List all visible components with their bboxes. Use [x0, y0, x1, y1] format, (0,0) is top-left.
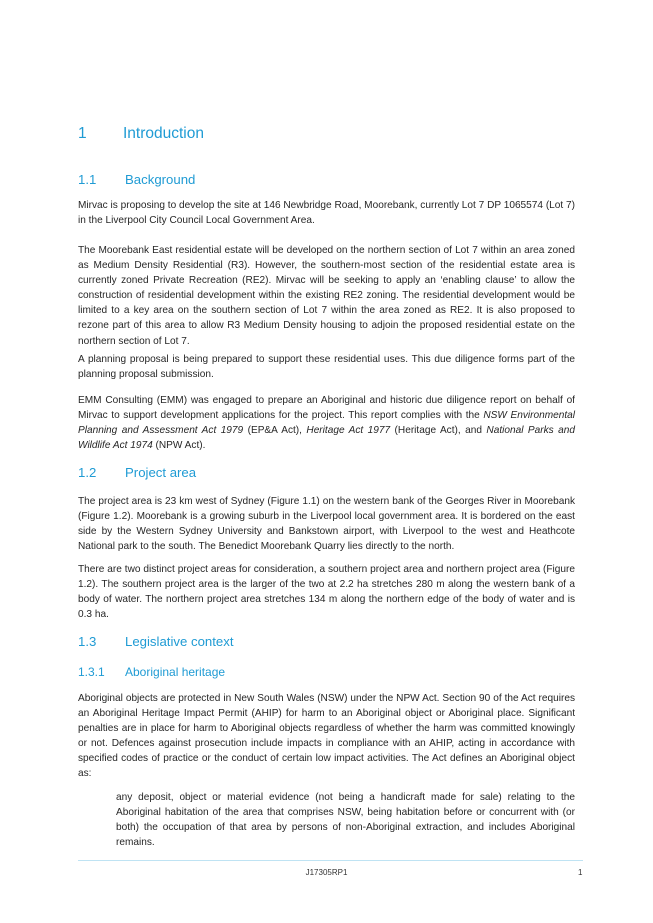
footer-page-number: 1: [578, 868, 583, 877]
act-name: Heritage Act 1977: [306, 425, 391, 437]
section-title: Project area: [125, 465, 197, 480]
paragraph: Mirvac is proposing to develop the site at 146 Newbridge Road, Moorebank, currently Lot 7 DP 1065574 (Lot 7) in the Liverpool City Council Local Government Area.: [78, 200, 575, 227]
paragraph: The Moorebank East residential estate will be developed on the northern section of Lot 7 within an area zoned as Medium Density Residential (R3). However, the southern-most section of the residential estate area is currently zoned Private Recreation (RE2). Mirvac will be seeking to apply an ‘enabling clause’ to allow the construction of residential development within the existing RE2 zoning. The residential development would be limited to a key area on the southern section of Lot 7 within the area zoned as RE2. It is also proposed to rezone part of this area to allow R3 Medium Density housing to adjoin the proposed residential estate on the northern section of Lot 7.: [78, 245, 575, 347]
section-1-heading: [78, 125, 204, 143]
paragraph: Aboriginal objects are protected in New South Wales (NSW) under the NPW Act. Section 90 of the Act requires an Aboriginal Heritage Impact Permit (AHIP) for harm to an Aboriginal object or Aboriginal place. Significant penalties are in place for harm to Aboriginal objects regardless of whether the harm was committed knowingly or not. Defences against prosecution include impacts in compliance with an AHIP, acting in accordance with specified codes of practice or the conduct of certain low impact activities. The Act defines an Aboriginal object as:: [78, 693, 575, 780]
section-number: 1.2: [78, 465, 97, 480]
section-1-3-1-heading: [78, 665, 225, 679]
section-number: 1: [78, 125, 87, 142]
section-title: Introduction: [123, 125, 204, 142]
paragraph-text: (NPW Act).: [152, 440, 206, 452]
paragraph-text: (Heritage Act), and: [390, 425, 487, 437]
paragraph-text: EMM Consulting (EMM) was engaged to prepare an Aboriginal and historic due diligence report on behalf of Mirvac to support development applications for the project. This report complies with the: [78, 395, 575, 422]
section-1-2-heading: [78, 465, 196, 480]
footer-rule: [78, 860, 583, 861]
section-title: Background: [125, 172, 196, 187]
section-title: Aboriginal heritage: [125, 665, 226, 679]
act-name: National Parks and Wildlife Act 1974: [78, 425, 575, 452]
section-1-3-heading: [78, 634, 234, 649]
section-number: 1.1: [78, 172, 97, 187]
section-number: 1.3: [78, 634, 97, 649]
section-1-1-heading: [78, 172, 195, 187]
paragraph: A planning proposal is being prepared to support these residential uses. This due diligence forms part of the planning proposal submission.: [78, 354, 575, 381]
section-title: Legislative context: [125, 634, 234, 649]
section-number: 1.3.1: [78, 665, 105, 679]
paragraph: [78, 393, 575, 453]
block-quote: any deposit, object or material evidence (not being a handicraft made for sale) relating to the Aboriginal habitation of the area that comprises NSW, being habitation before or concurrent with (or both) the occupation of that area by persons of non-Aboriginal extraction, and includes Aboriginal remains.: [116, 792, 575, 849]
footer-doc-code: J17305RP1: [305, 868, 348, 877]
act-name: NSW Environmental Planning and Assessment Act 1979: [78, 410, 576, 437]
paragraph: The project area is 23 km west of Sydney (Figure 1.1) on the western bank of the Georges River in Moorebank (Figure 1.2). Moorebank is a growing suburb in the Liverpool local government area. It is bordered on the east side by the Western Sydney University and Bankstown airport, with Liverpool to the west and Heathcote National park to the south. The Benedict Moorebank Quarry lies directly to the north.: [78, 496, 575, 553]
paragraph-text: (EP&A Act),: [243, 425, 307, 437]
paragraph: There are two distinct project areas for consideration, a southern project area and northern project area (Figure 1.2). The southern project area is the larger of the two at 2.2 ha stretches 280 m along the western bank of a body of water. The northern project area stretches 134 m along the northern edge of the body of water and is 0.3 ha.: [78, 564, 575, 621]
